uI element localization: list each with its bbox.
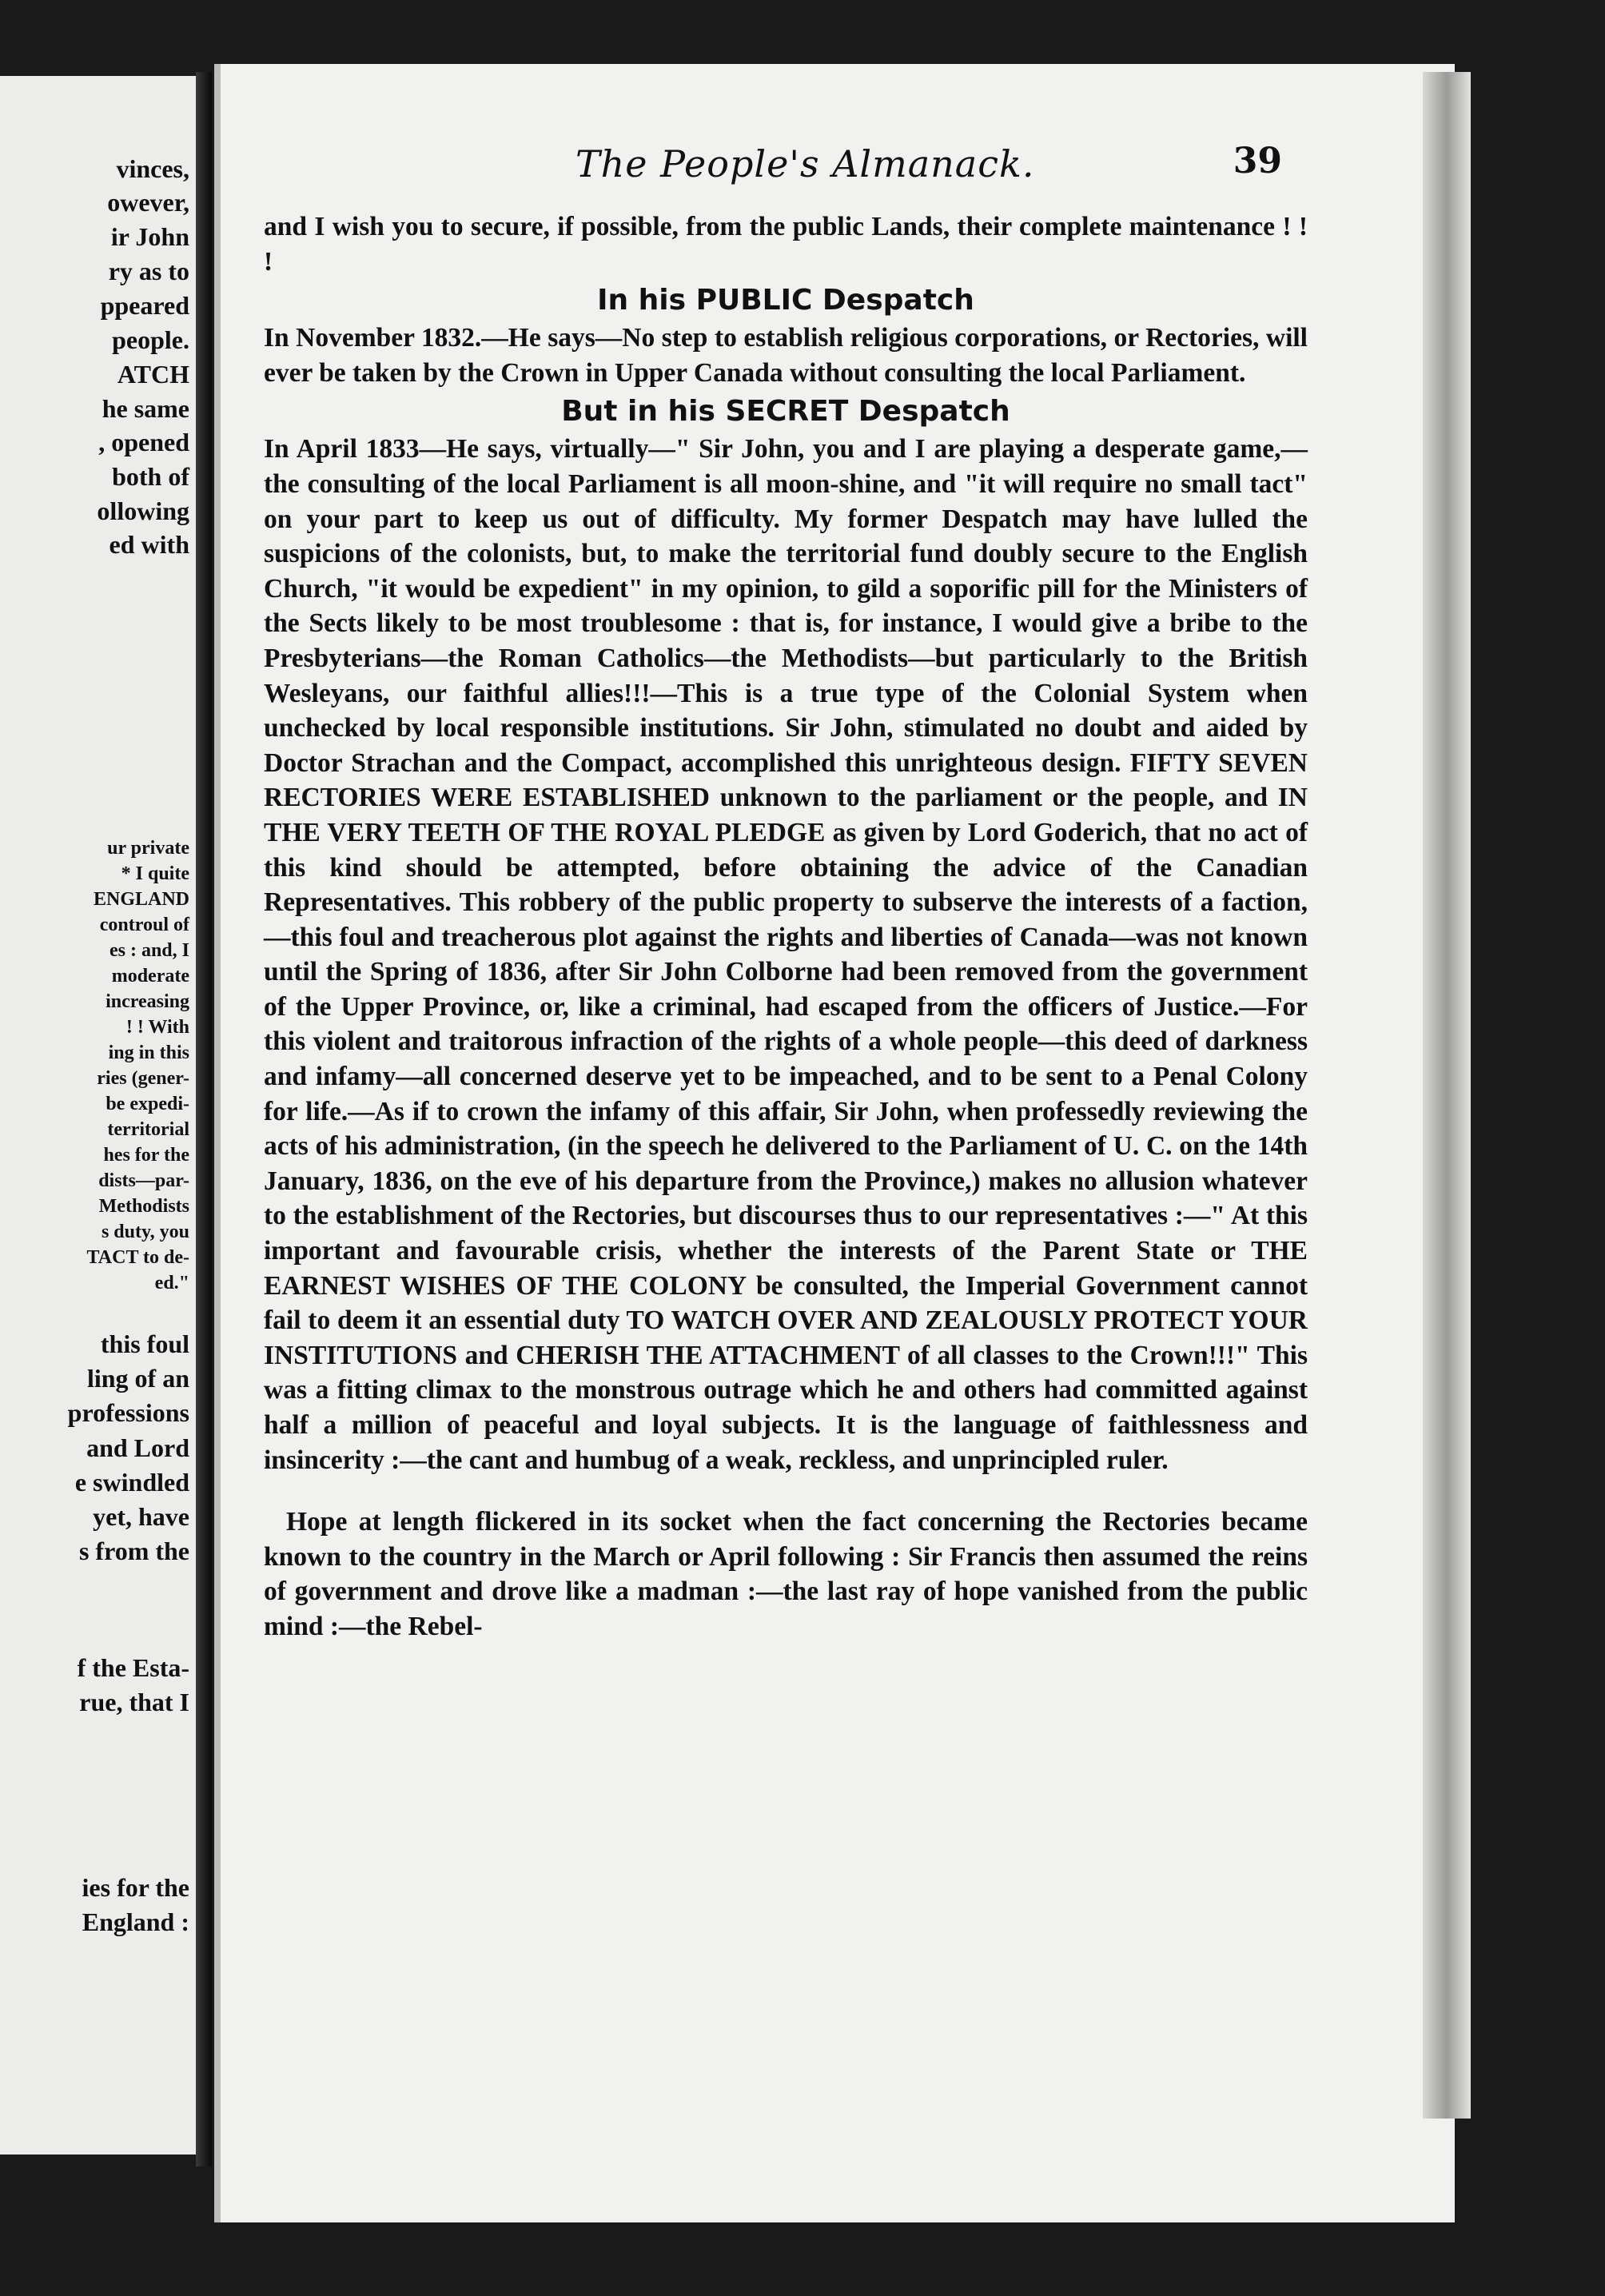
left-page-line: , opened [98, 428, 189, 456]
left-page-line: owever, [107, 188, 189, 217]
heading-secret-despatch: But in his SECRET Despatch [561, 395, 1010, 429]
left-page-line: people. [112, 325, 189, 354]
left-page-line: ling of an [86, 1364, 189, 1393]
page-number: 39 [1233, 141, 1282, 181]
left-page-line: ollowing [97, 496, 189, 525]
left-page-line: ppeared [100, 291, 189, 320]
closing-paragraph: Hope at length flickered in its socket when the fact concerning the Rectories became known to the country in the March or April following : Sir Francis then assumed the reins of government and drove like a madman :—the last ray of hope vanished from the public mind :—the Rebel- [264, 1507, 1308, 1641]
left-page-line: he same [102, 394, 189, 423]
left-page-line: TACT to de- [86, 1247, 189, 1268]
left-page-line: e swindled [74, 1468, 189, 1497]
left-page [0, 76, 196, 2154]
left-page-line: be expedi- [106, 1094, 189, 1114]
left-page-line: professions [67, 1398, 189, 1427]
left-page-line: ing in this [108, 1042, 189, 1063]
page-body [264, 209, 1308, 1644]
book-gutter [196, 72, 212, 2166]
heading-public-despatch: In his PUBLIC Despatch [597, 284, 974, 317]
left-page-line: ed with [109, 530, 189, 559]
left-page-line: moderate [111, 966, 189, 987]
left-page-line: ur private [107, 838, 189, 859]
left-page-line: this foul [100, 1329, 189, 1358]
left-page-line: and Lord [86, 1433, 189, 1462]
left-page-line: ry as to [108, 257, 189, 285]
secret-despatch-paragraph: In April 1833—He says, virtually—" Sir John, you and I are playing a desperate game,—the consulting of the local Parliament is all moon-shine, and "it will require no small tact" on your part to keep us out of difficulty. My former Despatch may have lulled the suspicions of the colonists, but, to make the territorial fund doubly secure to the English Church, "it would be expedient" in my opinion, to gild a soporific pill for the Ministers of the Sects likely to be most troublesome : that is, for instance, I would give a bribe to the Presbyterians—the Roman Catholics—the Methodists—but particularly to the British Wesleyans, our faithful allies!!!—This is a true type of the Colonial System when unchecked by local responsible institutions. Sir John, stimulated no doubt and aided by Doctor Strachan and the Compact, accomplished this unrighteous design. FIFTY SEVEN RECTORIES WERE ESTABLISHED unknown to the parliament or the people, and IN THE VERY TEETH OF THE ROYAL PLEDGE as given by Lord Goderich, that no act of this kind should be attempted, before obtaining the advice of the Canadian Representatives. This robbery of the public property to subserve the interests of a faction,—this foul and treacherous plot against the rights and liberties of Canada—was not known until the Spring of 1836, after Sir John Colborne had been removed from the government of the Upper Province, or, like a criminal, had escaped from the officers of Justice.—For this violent and traitorous infraction of the rights of a whole people—this deed of darkness and infamy—all concerned deserve yet to be impeached, and to be sent to a Penal Colony for life.—As if to crown the infamy of this affair, Sir John, when professedly reviewing the acts of his administration, (in the speech he delivered to the Parliament of U. C. on the 14th January, 1836, on the eve of his departure from the Province,) makes no allusion whatever to the establishment of the Rectories, but discourses thus to our representatives :—" At this important and favourable crisis, whether the interests of the Parent State or THE EARNEST WISHES OF THE COLONY be consulted, the Imperial Government cannot fail to deem it an essential duty TO WATCH OVER AND ZEALOUSLY PROTECT YOUR INSTITUTIONS and CHERISH THE ATTACHMENT of all classes to the Crown!!!" This was a fitting climax to the monstrous outrage which he and others had committed against half a million of peaceful and loyal subjects. It is the language of faithlessness and insincerity :—the cant and humbug of a weak, reckless, and unprincipled ruler. [264, 434, 1308, 1475]
left-page-line: f the Esta- [77, 1653, 189, 1682]
left-page-line: ir John [110, 222, 189, 251]
left-page-line: ries (gener- [97, 1068, 189, 1089]
left-page-line: ! ! With [125, 1017, 189, 1038]
left-page-line: ies for the [82, 1873, 189, 1902]
left-page-line: hes for the [103, 1145, 189, 1166]
page-header [352, 136, 1311, 192]
left-page-line: rue, that I [79, 1688, 189, 1716]
left-page-line: es : and, I [109, 940, 189, 961]
left-page-line: ATCH [117, 360, 189, 389]
left-page-line: ENGLAND [93, 889, 189, 910]
left-page-line: territorial [107, 1119, 189, 1140]
running-title: The People's Almanack. [575, 142, 1035, 185]
left-page-line: Methodists [98, 1196, 189, 1217]
left-page-line: controul of [99, 915, 189, 935]
left-page-line: * I quite [121, 863, 189, 884]
left-page-line: s from the [78, 1537, 189, 1565]
public-despatch-paragraph: In November 1832.—He says—No step to establish religious corporations, or Rectories, will ever be taken by the Crown in Upper Canada without consulting the local Parliament. [264, 323, 1308, 388]
page-edge [1423, 72, 1471, 2119]
left-page-line: s duty, you [101, 1222, 189, 1242]
left-page-line: England : [82, 1907, 189, 1936]
left-page-line: increasing [106, 991, 189, 1012]
left-page-line: vinces, [116, 154, 189, 183]
left-page-line: ed." [154, 1273, 189, 1293]
left-page-line: both of [112, 462, 189, 491]
intro-paragraph: and I wish you to secure, if possible, from the public Lands, their complete maintenance ! ! ! [264, 212, 1308, 277]
left-page-line: dists—par- [98, 1170, 189, 1191]
left-page-line: yet, have [93, 1502, 189, 1531]
